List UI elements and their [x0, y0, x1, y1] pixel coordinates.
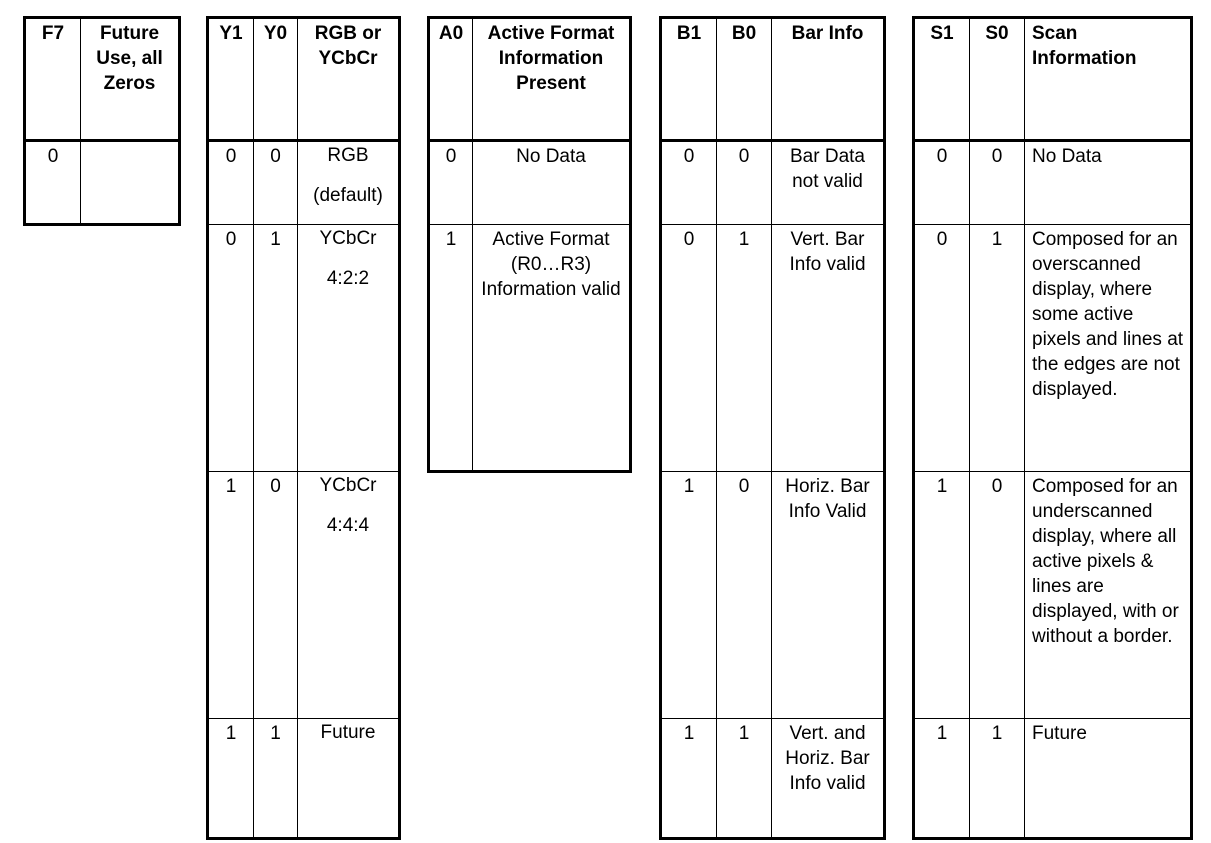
table-row — [914, 719, 1192, 839]
active-format-description: No Data — [473, 141, 631, 225]
table-row — [25, 141, 180, 225]
header-row — [661, 18, 885, 141]
header-row — [429, 18, 631, 141]
table-row — [208, 719, 400, 839]
s0-value: 1 — [970, 225, 1025, 472]
table-row — [661, 225, 885, 472]
b0-value: 1 — [717, 719, 772, 839]
s1-value: 0 — [914, 225, 970, 472]
header-y1: Y1 — [208, 18, 254, 141]
header-b1: B1 — [661, 18, 717, 141]
header-s1: S1 — [914, 18, 970, 141]
table-row — [661, 719, 885, 839]
scan-info-table — [912, 16, 1193, 840]
bar-info-description: Horiz. Bar Info Valid — [772, 472, 885, 719]
color-format-line2: 4:4:4 — [326, 515, 370, 536]
bar-info-description: Vert. and Horiz. Bar Info valid — [772, 719, 885, 839]
color-format — [298, 719, 400, 839]
scan-info-description: Future — [1025, 719, 1192, 839]
table-row — [208, 141, 400, 225]
y0-value: 1 — [254, 719, 298, 839]
b0-value: 0 — [717, 472, 772, 719]
scan-info-description: Composed for an overscanned display, where some active pixels and lines at the edges are not displayed. — [1025, 225, 1192, 472]
b0-value: 0 — [717, 141, 772, 225]
y0-value: 0 — [254, 141, 298, 225]
a0-value: 0 — [429, 141, 473, 225]
header-row — [25, 18, 180, 141]
b1-value: 1 — [661, 472, 717, 719]
color-format — [298, 225, 400, 472]
f7-value: 0 — [25, 141, 81, 225]
s1-value: 0 — [914, 141, 970, 225]
header-future-use: Future Use, all Zeros — [81, 18, 180, 141]
table-row — [661, 472, 885, 719]
header-a0: A0 — [429, 18, 473, 141]
a0-table — [427, 16, 632, 473]
header-row — [208, 18, 400, 141]
y1-value: 0 — [208, 225, 254, 472]
y0-value: 0 — [254, 472, 298, 719]
color-format-line1: RGB — [327, 145, 369, 166]
table-row — [208, 472, 400, 719]
y1-value: 1 — [208, 472, 254, 719]
table-row — [914, 472, 1192, 719]
b1-value: 0 — [661, 141, 717, 225]
header-s0: S0 — [970, 18, 1025, 141]
s0-value: 0 — [970, 141, 1025, 225]
a0-value: 1 — [429, 225, 473, 472]
y1-value: 1 — [208, 719, 254, 839]
f7-table — [23, 16, 181, 226]
s1-value: 1 — [914, 719, 970, 839]
header-scan-info: Scan Information — [1025, 18, 1192, 141]
bar-info-description: Vert. Bar Info valid — [772, 225, 885, 472]
b0-value: 1 — [717, 225, 772, 472]
bar-info-table — [659, 16, 886, 840]
scan-info-description: No Data — [1025, 141, 1192, 225]
header-row — [914, 18, 1192, 141]
header-b0: B0 — [717, 18, 772, 141]
s1-value: 1 — [914, 472, 970, 719]
color-format-line1: YCbCr — [319, 475, 377, 496]
table-row — [914, 141, 1192, 225]
color-format — [298, 472, 400, 719]
s0-value: 0 — [970, 472, 1025, 719]
table-row — [208, 225, 400, 472]
header-rgb-ycbcr: RGB or YCbCr — [298, 18, 400, 141]
active-format-description: Active Format (R0…R3) Information valid — [473, 225, 631, 472]
y0-value: 1 — [254, 225, 298, 472]
header-f7: F7 — [25, 18, 81, 141]
header-bar-info: Bar Info — [772, 18, 885, 141]
header-active-format: Active Format Information Present — [473, 18, 631, 141]
color-format-line1: YCbCr — [319, 228, 377, 249]
table-row — [429, 225, 631, 472]
table-row — [429, 141, 631, 225]
table-row — [914, 225, 1192, 472]
scan-info-description: Composed for an underscanned display, where all active pixels & lines are displayed, with or without a border. — [1025, 472, 1192, 719]
b1-value: 0 — [661, 225, 717, 472]
bar-info-description: Bar Data not valid — [772, 141, 885, 225]
color-format-line2: (default) — [313, 185, 383, 206]
s0-value: 1 — [970, 719, 1025, 839]
color-format-line2: 4:2:2 — [326, 268, 370, 289]
table-row — [661, 141, 885, 225]
y-table — [206, 16, 401, 840]
header-y0: Y0 — [254, 18, 298, 141]
b1-value: 1 — [661, 719, 717, 839]
color-format — [298, 141, 400, 225]
y1-value: 0 — [208, 141, 254, 225]
color-format-line1: Future — [320, 722, 376, 743]
future-use-value — [81, 141, 180, 225]
